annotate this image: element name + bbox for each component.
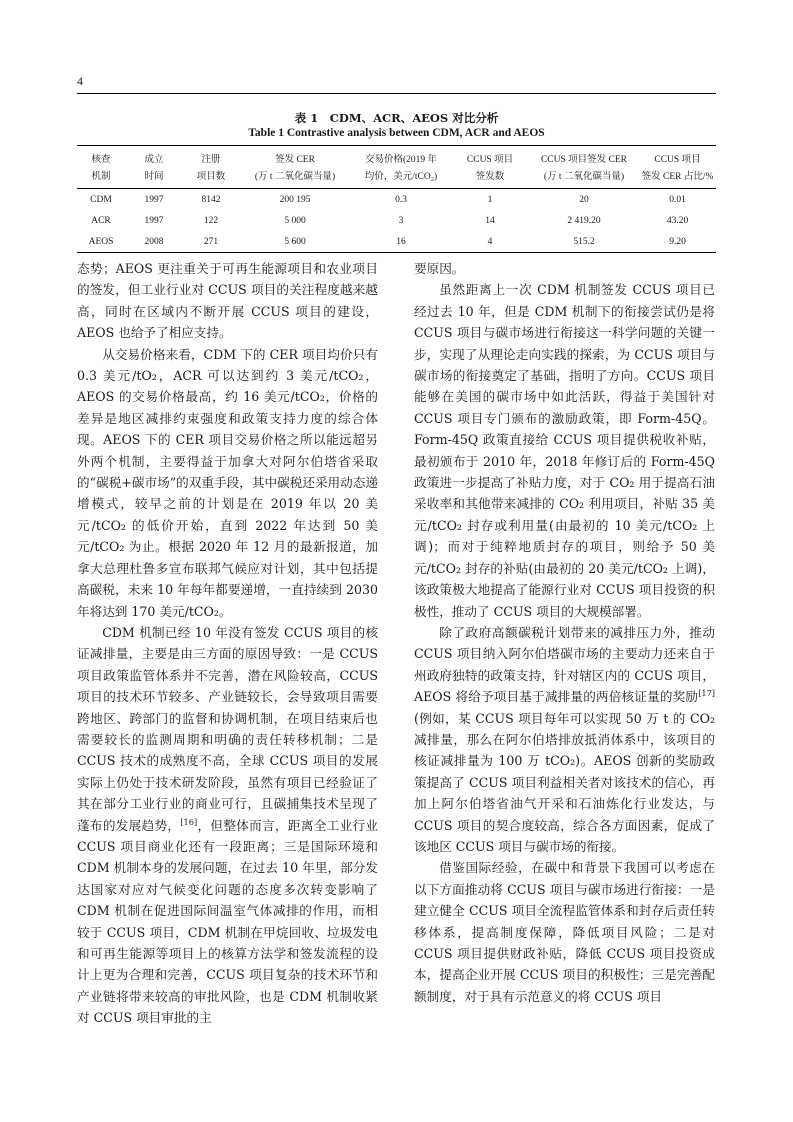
table-cell: 43.20: [666, 215, 689, 226]
table-cell: 20: [579, 194, 589, 205]
table-caption-en: Table 1 Contrastive analysis between CDM, ACR and AEOS: [248, 127, 545, 139]
table-cell: AEOS: [88, 236, 114, 247]
table-cell: 14: [485, 215, 495, 226]
header-cell: 签发 CER 占比/%: [641, 171, 714, 182]
comparison-table: [77, 145, 716, 253]
paragraph-text: 除了政府高额碳税计划带来的减排压力外，推动 CCUS 项目纳入阿尔伯塔碳市场的主要动力还来自于州政府独特的政策支持，针对辖区内的 CCUS 项目，AEOS 将给予项目基于减排量的两倍核证量的奖励: [414, 624, 715, 705]
citation-ref: [17]: [698, 688, 715, 699]
header-cell: CCUS 项目签发 CER: [540, 154, 628, 165]
paragraph-text: (例如，某 CCUS 项目每年可以实现 50 万 t 的 CO₂ 减排量，那么在阿尔伯塔排放抵消体系中，该项目的核证减排量为 100 万 tCO₂)。AEOS 创新的奖励政策提高了 CCUS 项目利益相关者对该技术的信心，再加上阿尔伯塔省油气开采和石油炼化行业发达，与 CCUS 项目的契合度较高，综合各方面因素，促成了该地区 CCUS 项目与碳市场的衔接。: [414, 710, 715, 854]
table-row: [77, 189, 716, 211]
table-row: [77, 231, 716, 253]
header-cell: 时间: [144, 171, 164, 182]
header-cell: CCUS 项目: [654, 154, 701, 165]
header-rule: [77, 93, 716, 94]
table-header-row-2: [77, 168, 716, 189]
table-cell: 2 419.20: [567, 215, 601, 226]
paragraph: 从交易价格来看，CDM 下的 CER 项目均价只有 0.3 美元/tO₂，ACR 可以达到约 3 美元/tCO₂，AEOS 的交易价格最高，约 16 美元/tCO₂，价格的差异是地区减排约束强度和政策支持力度的综合体现。AEOS 下的 CER 项目交易价格之所以能远超另外两个机制，主要得益于加拿大对阿尔伯塔省采取的“碳税+碳市场”的双重手段，其中碳税还采用动态递增模式，较早之前的计划是在 2019 年以 20 美元/tCO₂ 的低价开始，直到 2022 年达到 50 美元/tCO₂ 为止。根据 2020 年 12 月的最新报道，加拿大总理杜鲁多宣布联邦气候应对计划，其中包括提高碳税，未来 10 年每年都要递增，一直持续到 2030 年将达到 170 美元/tCO₂。: [77, 346, 378, 619]
table-cell: 1997: [144, 215, 164, 226]
table-cell: 2008: [144, 236, 164, 247]
table-cell: 3: [398, 215, 404, 226]
page-number: 4: [77, 74, 83, 88]
table-cell: 5 600: [284, 236, 306, 247]
table-cell: ACR: [91, 215, 111, 226]
header-cell: (万 t 二氧化碳当量): [543, 171, 625, 182]
table-cell: 200 195: [279, 194, 311, 205]
table-cell: 271: [203, 236, 219, 247]
paragraph-text: CDM 机制已经 10 年没有签发 CCUS 项目的核证减排量，主要是由三方面的原因导致：一是 CCUS 项目政策监管体系并不完善，潜在风险较高，CCUS 项目的技术环节较多、产业链较长，会导致项目需要跨地区、跨部门的监督和协调机制，在项目结束后也需要较长的监测周期和明确的责任转移机制；二是 CCUS 技术的成熟度不高，全球 CCUS 项目的发展实际上仍处于技术研发阶段，虽然有项目已经验证了其在部分工业行业的商业可行，且碳捕集技术呈现了蓬布的发展趋势，: [77, 624, 378, 833]
header-cell: 签发 CER: [275, 154, 315, 165]
paragraph: [414, 622, 715, 857]
header-cell: CCUS 项目: [466, 154, 514, 165]
table-cell: 16: [396, 236, 406, 247]
paragraph: 借鉴国际经验，在碳中和背景下我国可以考虑在以下方面推动将 CCUS 项目与碳市场进行衔接：一是建立健全 CCUS 项目全流程监管体系和封存后责任转移体系，提高制度保障，降低项目风险；二是对 CCUS 项目提供财政补贴，降低 CCUS 项目投资成本，提高企业开展 CCUS 项目的积极性；三是完善配额制度，对于具有示范意义的将 CCUS 项目: [414, 860, 715, 1004]
header-cell: 成立: [144, 154, 164, 165]
table-cell: 4: [487, 236, 493, 247]
table-cell: 0.01: [669, 194, 686, 205]
header-cell: 机制: [91, 171, 111, 182]
table-cell: 9.20: [669, 236, 686, 247]
paragraph: [77, 622, 378, 1029]
citation-ref: [16]: [180, 816, 198, 827]
paragraph-text: ，但整体而言，距离全工业行业 CCUS 项目商业化还有一段距离；三是国际环境和 CDM 机制本身的发展问题，在过去 10 年里，部分发达国家对应对气候变化问题的态度多次转变影响了 CDM 机制在促进国际间温室气体减排的作用，而相较于 CCUS 项目，CDM 机制在甲烷回收、垃圾发电和可再生能源等项目上的核算方法学和签发流程的设计上更为合理和完善，CCUS 项目复杂的技术环节和产业链将带来较高的审批风险，也是 CDM 机制收紧对 CCUS 项目审批的主: [77, 817, 379, 1026]
paragraph: 要原因。: [414, 261, 465, 276]
table-cell: CDM: [90, 194, 112, 205]
paragraph: 态势；AEOS 更注重关于可再生能源项目和农业项目的签发，但工业行业对 CCUS 项目的关注程度越来越高，同时在区域内不断开展 CCUS 项目的建设，AEOS 也给予了相应支持。: [77, 261, 378, 341]
table-row: [77, 210, 716, 231]
table-cell: 8142: [201, 194, 221, 205]
header-cell: 签发数: [475, 171, 505, 182]
paragraph: 虽然距离上一次 CDM 机制签发 CCUS 项目已经过去 10 年，但是 CDM 机制下的衔接尝试仍是将 CCUS 项目与碳市场进行衔接这一科学问题的关键一步，实现了从理论走向实践的探索，为 CCUS 项目与碳市场的衔接奠定了基础，指明了方向。CCUS 项目能够在美国的碳市场中如此活跃，得益于美国针对 CCUS 项目专门颁布的激励政策，即 Form-45Q。Form-45Q 政策直接给 CCUS 项目提供税收补贴，最初颁布于 2010 年，2018 年修订后的 Form-45Q 政策进一步提高了补贴力度，对于 CO₂ 用于提高石油采收率和其他带来减排的 CO₂ 利用项目，补贴 35 美元/tCO₂ 封存或利用量(由最初的 10 美元/tCO₂ 上调)；而对于纯粹地质封存的项目，则给予 50 美元/tCO₂ 封存的补贴(由最初的 20 美元/tCO₂ 上调)，该政策极大地提高了能源行业对 CCUS 项目投资的积极性，推动了 CCUS 项目的大规模部署。: [414, 282, 715, 619]
header-cell: 注册: [201, 154, 221, 165]
table-cell: 5 000: [284, 215, 306, 226]
table-cell: 0.3: [395, 194, 407, 205]
table-header-row-1: [77, 146, 716, 169]
header-cell: 项目数: [196, 171, 226, 182]
table-cell: 1: [487, 194, 493, 205]
header-cell: 核查: [91, 154, 111, 165]
table-cell: 515.2: [573, 236, 595, 247]
header-cell: 均价，美元/tCO₂): [364, 171, 438, 182]
table-cell: 1997: [144, 194, 164, 205]
header-cell: (万 t 二氧化碳当量): [254, 171, 336, 182]
right-text-column: [414, 258, 715, 1007]
left-text-column: [77, 258, 378, 1029]
table-caption-cn: 表 1 CDM、ACR、AEOS 对比分析: [294, 111, 499, 125]
table-cell: 122: [203, 215, 219, 226]
header-cell: 交易价格(2019 年: [364, 154, 438, 165]
